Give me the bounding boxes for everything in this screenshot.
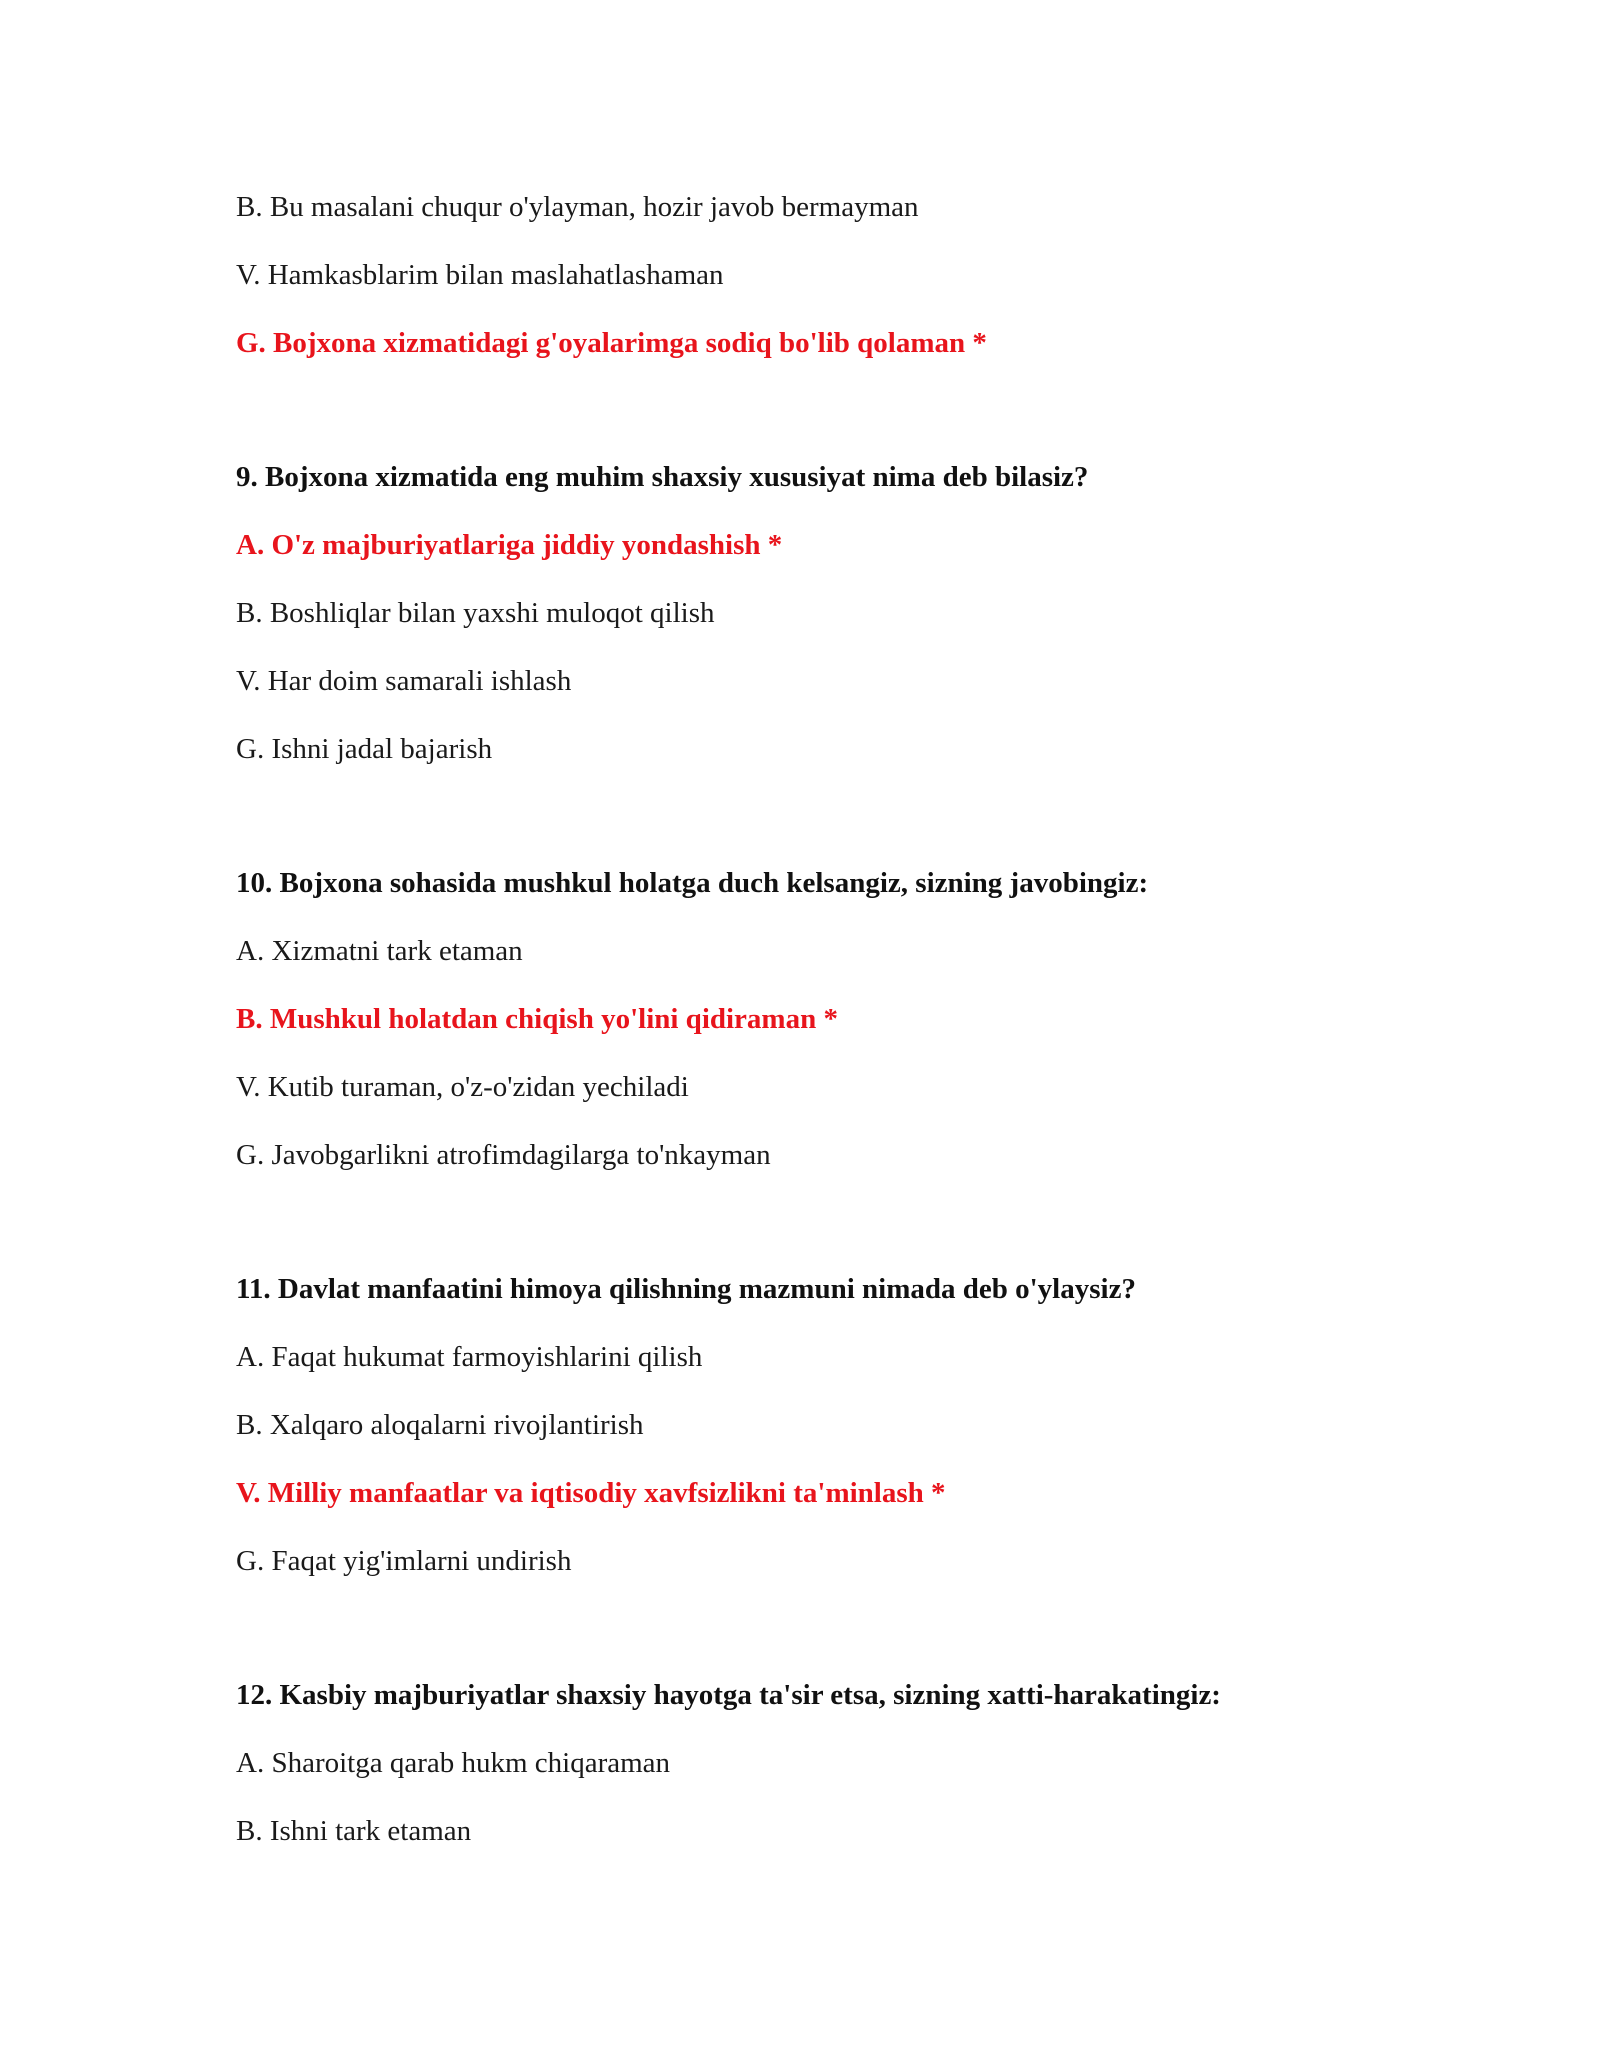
question-11: 11. Davlat manfaatini himoya qilishning mazmuni nimada deb o'ylaysiz? (236, 1273, 1136, 1305)
option-b: B. Ishni tark etaman (236, 1815, 472, 1847)
correct-option: A. O'z majburiyatlariga jiddiy yondashish * (236, 529, 783, 561)
correct-option: G. Bojxona xizmatidagi g'oyalarimga sodiq bo'lib qolaman * (236, 327, 987, 359)
option-v: V. Har doim samarali ishlash (236, 665, 572, 697)
question-12: 12. Kasbiy majburiyatlar shaxsiy hayotga ta'sir etsa, sizning xatti-harakatingiz: (236, 1679, 1221, 1711)
option-g: G. Faqat yig'imlarni undirish (236, 1545, 572, 1577)
option-a: A. Faqat hukumat farmoyishlarini qilish (236, 1341, 703, 1373)
option-b: B. Xalqaro aloqalarni rivojlantirish (236, 1409, 644, 1441)
option-a: A. Xizmatni tark etaman (236, 935, 523, 967)
correct-option: V. Milliy manfaatlar va iqtisodiy xavfsizlikni ta'minlash * (236, 1477, 946, 1509)
question-10: 10. Bojxona sohasida mushkul holatga duch kelsangiz, sizning javobingiz: (236, 867, 1149, 899)
question-9: 9. Bojxona xizmatida eng muhim shaxsiy xususiyat nima deb bilasiz? (236, 461, 1089, 493)
option-b: B. Boshliqlar bilan yaxshi muloqot qilish (236, 597, 715, 629)
option-g: G. Ishni jadal bajarish (236, 733, 493, 765)
option-a: A. Sharoitga qarab hukm chiqaraman (236, 1747, 671, 1779)
option-v: V. Kutib turaman, o'z-o'zidan yechiladi (236, 1071, 689, 1103)
correct-option: B. Mushkul holatdan chiqish yo'lini qidiraman * (236, 1003, 838, 1035)
option-v: V. Hamkasblarim bilan maslahatlashaman (236, 259, 724, 291)
option-b: B. Bu masalani chuqur o'ylayman, hozir javob bermayman (236, 191, 919, 223)
option-g: G. Javobgarlikni atrofimdagilarga to'nkayman (236, 1139, 771, 1171)
